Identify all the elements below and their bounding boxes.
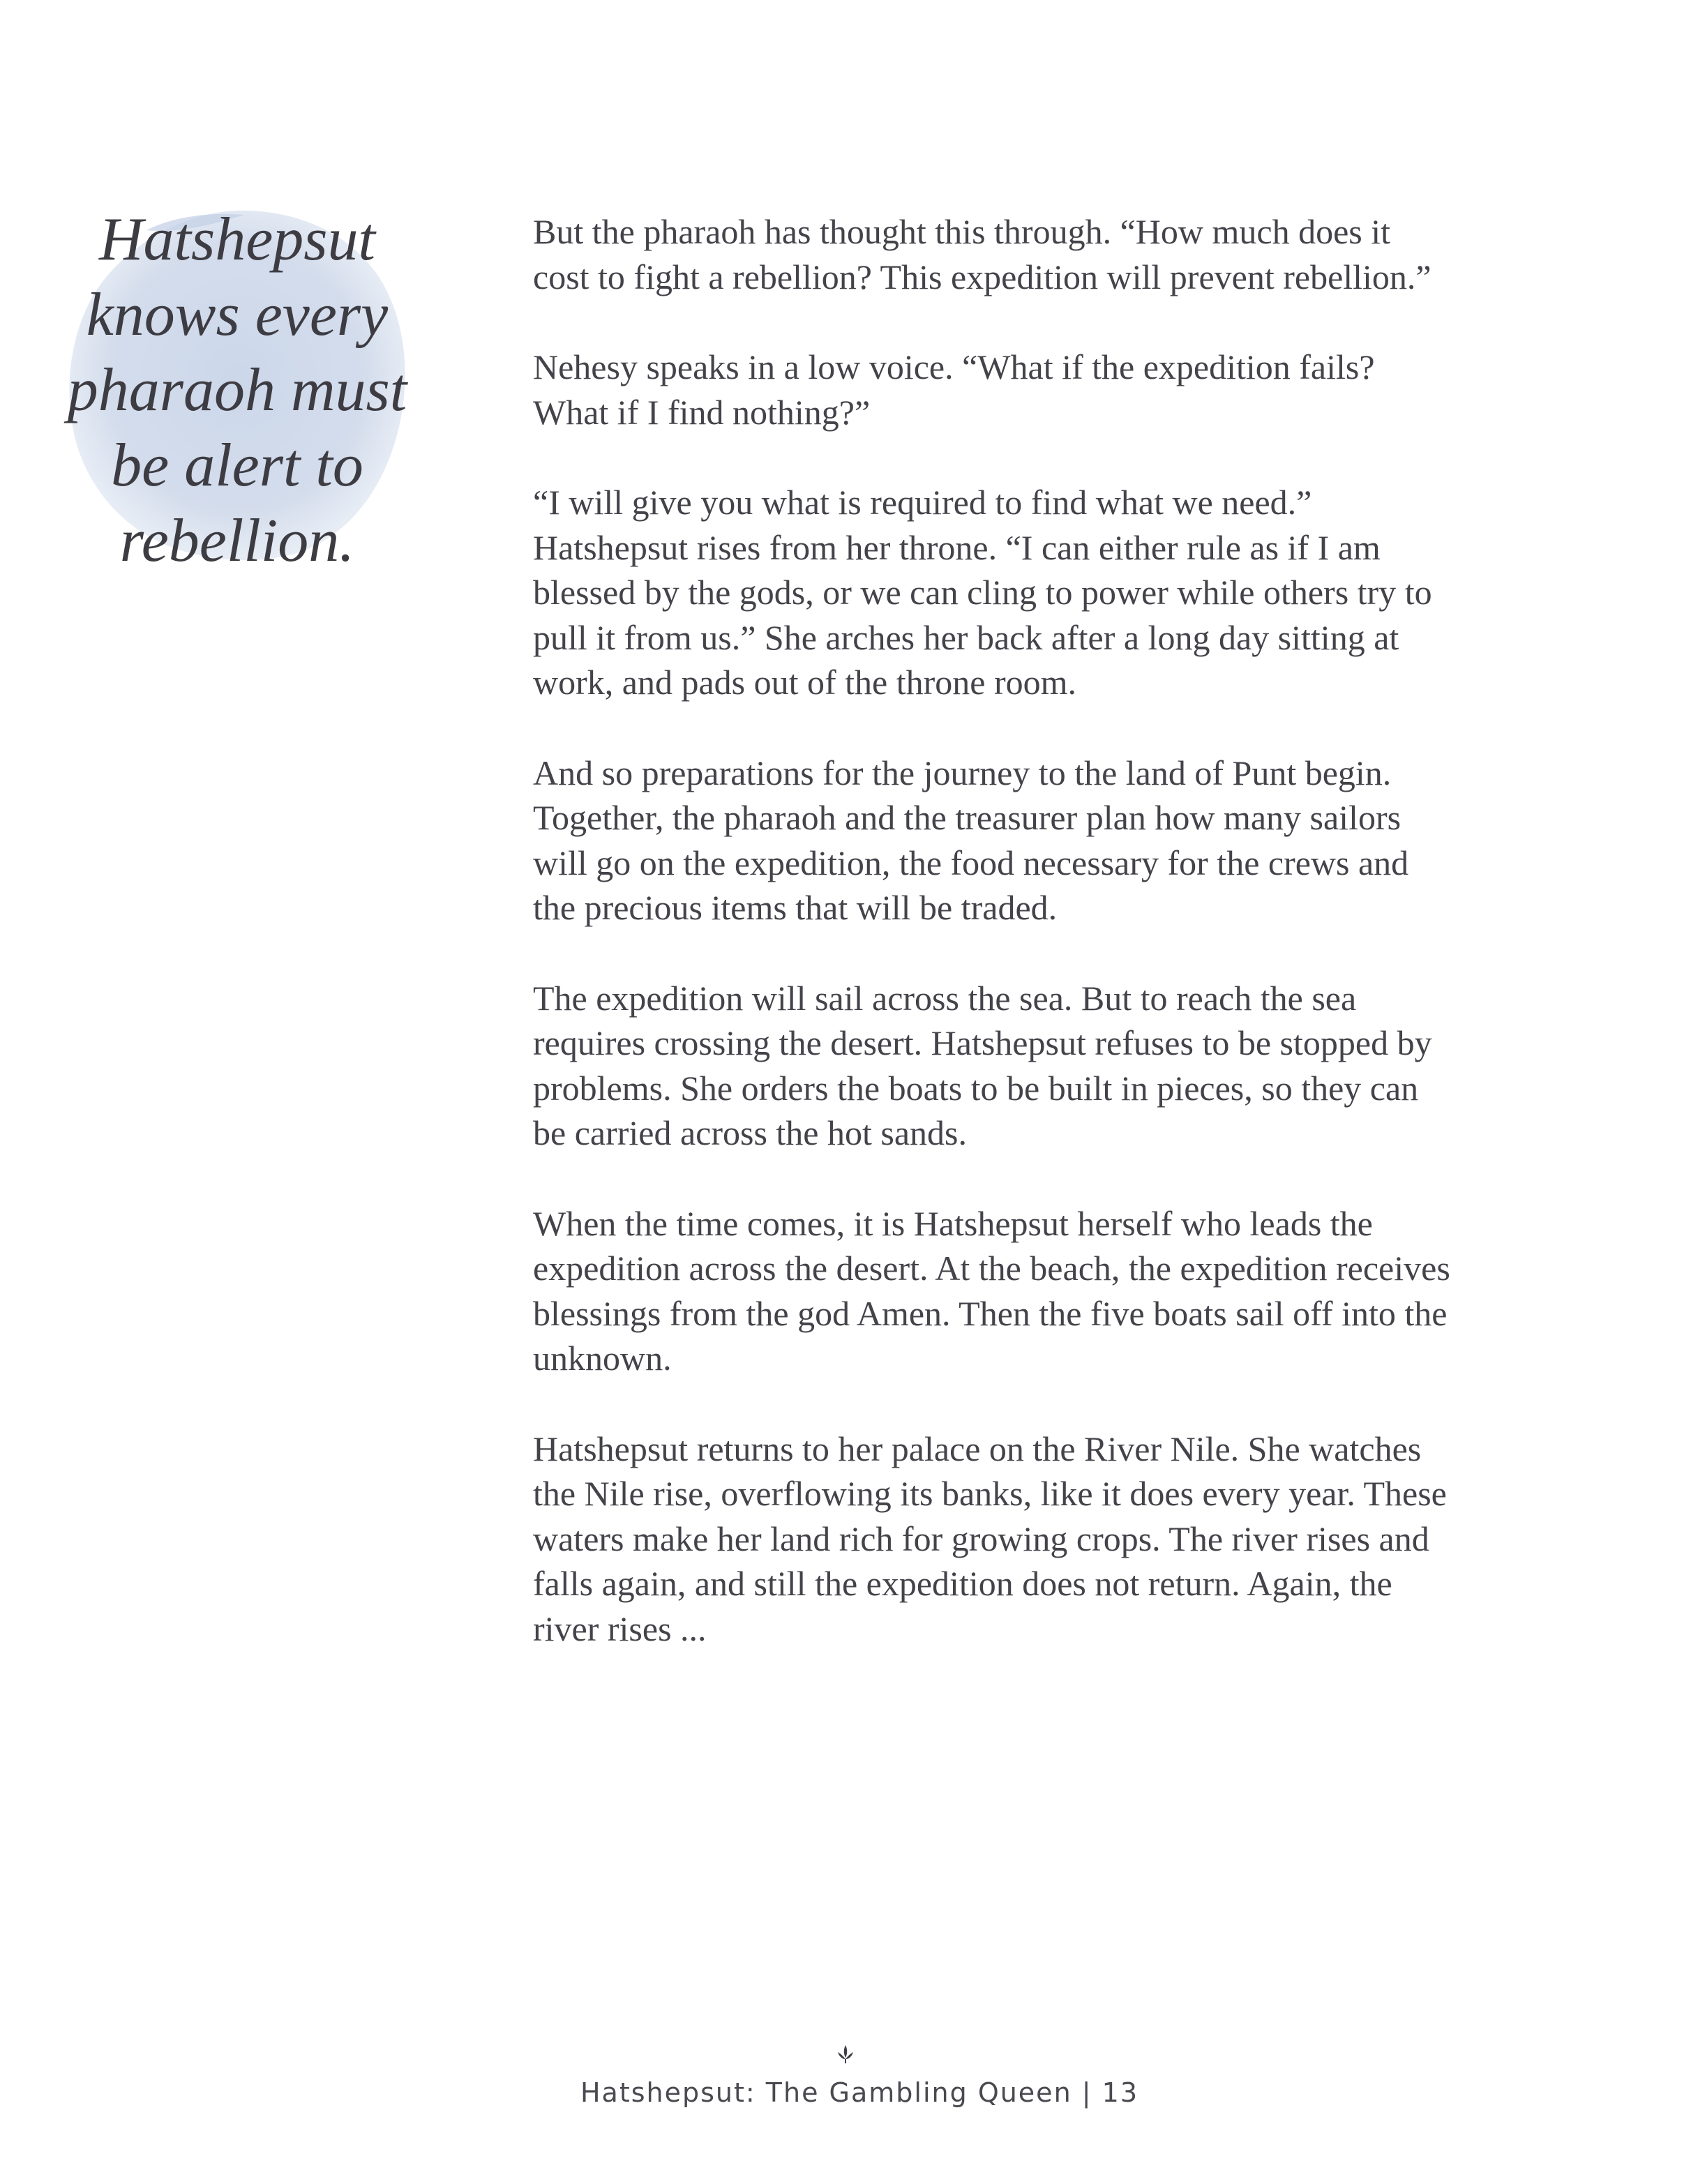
paragraph: “I will give you what is required to find what we need.” Hatshepsut rises from her throne. “I can either rule as if I am blessed by the gods, or we can cling to power while others try to pull it from us.” She arches her back after a long day sitting at work, and pads out of the throne room. [533,483,1432,702]
running-footer [28,2077,1691,2108]
footer-separator: | [1081,2077,1092,2108]
paragraph: Hatshepsut returns to her palace on the River Nile. She watches the Nile rise, overflowing its banks, like it does every year. These waters make her land rich for growing crops. The river rises and falls again, and still the expedition does not return. Again, the river rises ... [533,1429,1447,1648]
paragraph: But the pharaoh has thought this through. “How much does it cost to fight a rebellion? This expedition will prevent rebellion.” [533,212,1431,296]
pull-quote-text [42,202,433,579]
lotus-ornament-icon [835,2044,856,2065]
paragraph: The expedition will sail across the sea. But to reach the sea requires crossing the desert. Hatshepsut refuses to be stopped by problems. She orders the boats to be built in pieces, so they can be carried across the hot sands. [533,978,1432,1152]
running-title: Hatshepsut: The Gambling Queen [580,2077,1072,2108]
paragraph: When the time comes, it is Hatshepsut herself who leads the expedition across the desert. At the beach, the expedition receives blessings from the god Amen. Then the five boats sail off into the unknown. [533,1203,1450,1378]
page-footer [0,2044,1691,2108]
body-text [533,209,1454,1696]
pull-quote-line: knows every [86,281,389,349]
pull-quote [42,188,433,579]
paragraph: And so preparations for the journey to the land of Punt begin. Together, the pharaoh and the treasurer plan how many sailors will go on the expedition, the food necessary for the crews and the precious items that will be traded. [533,753,1409,927]
paragraph: Nehesy speaks in a low voice. “What if the expedition fails? What if I find nothing?” [533,347,1375,432]
pull-quote-line: rebellion. [119,507,355,575]
pull-quote-line: be alert to [111,432,363,499]
pull-quote-line: pharaoh must [67,356,407,424]
page-number: 13 [1102,2077,1139,2108]
pull-quote-line: Hatshepsut [99,206,375,273]
